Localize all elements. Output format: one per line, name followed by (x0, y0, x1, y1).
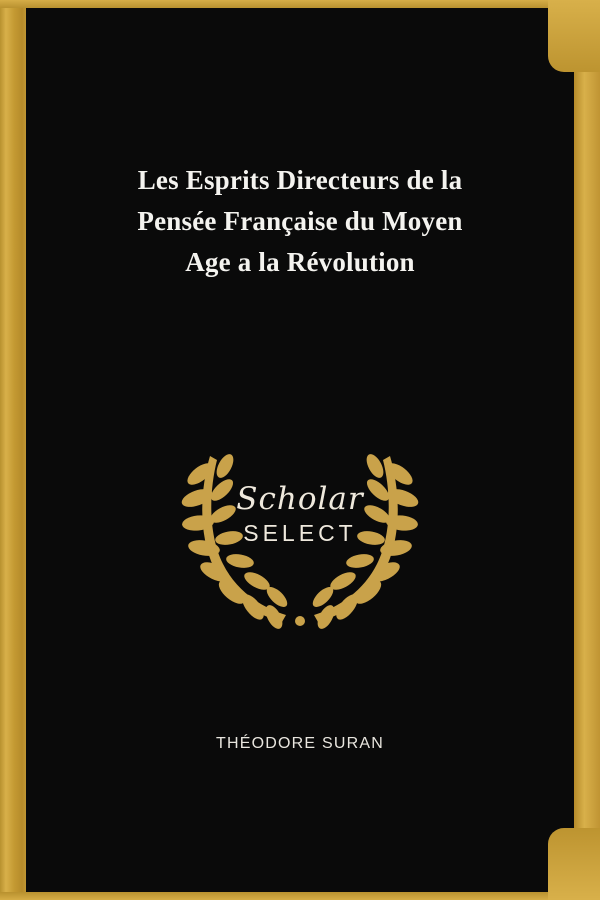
book-title-line-3: Age a la Révolution (185, 247, 415, 277)
cover-bottom-edge (0, 892, 600, 900)
cover-top-edge (0, 0, 600, 8)
scholar-select-emblem (170, 430, 430, 630)
book-title-line-2: Pensée Française du Moyen (137, 206, 463, 236)
cover-corner-notch-top-right (548, 0, 600, 72)
emblem-scholar-text: Scholar (236, 481, 364, 517)
cover-corner-notch-bottom-right (548, 828, 600, 900)
cover-right-edge (574, 0, 600, 900)
book-title (60, 160, 540, 283)
laurel-wreath-icon (170, 430, 430, 630)
book-author: THÉODORE SURAN (216, 735, 384, 752)
emblem-select-text: SELECT (243, 520, 357, 546)
book-title-line-1: Les Esprits Directeurs de la (137, 165, 463, 195)
